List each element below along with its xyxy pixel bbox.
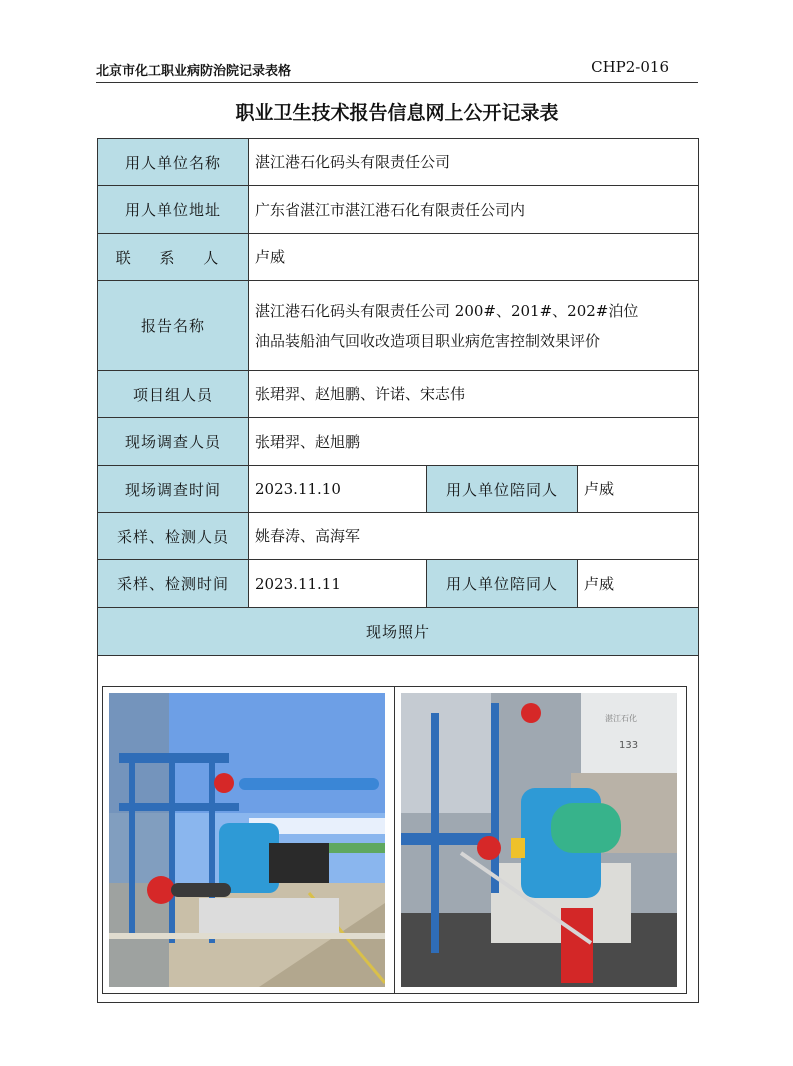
contact-value: 卢威 <box>249 234 699 281</box>
sampling-time-value: 2023.11.11 <box>249 560 427 608</box>
project-team-label: 项目组人员 <box>98 371 249 418</box>
row-survey-time <box>98 466 699 513</box>
report-name-label: 报告名称 <box>98 281 249 371</box>
sampling-escort-label: 用人单位陪同人 <box>427 560 578 608</box>
photo-cell <box>98 656 699 1003</box>
tank-number-text: 133 <box>619 740 639 751</box>
survey-staff-label: 现场调查人员 <box>98 418 249 466</box>
row-contact <box>98 234 699 281</box>
survey-time-value: 2023.11.10 <box>249 466 427 513</box>
survey-staff-value: 张珺羿、赵旭鹏 <box>249 418 699 466</box>
unit-name-value: 湛江港石化码头有限责任公司 <box>249 139 699 186</box>
row-sampling-time <box>98 560 699 608</box>
sampling-staff-value: 姚春涛、高海军 <box>249 513 699 560</box>
site-photo-1 <box>103 687 395 993</box>
row-survey-staff <box>98 418 699 466</box>
unit-address-value: 广东省湛江市湛江港石化有限责任公司内 <box>249 186 699 234</box>
survey-escort-value: 卢威 <box>578 466 699 513</box>
record-table <box>97 138 699 1003</box>
sampling-escort-value: 卢威 <box>578 560 699 608</box>
sampling-staff-label: 采样、检测人员 <box>98 513 249 560</box>
site-photo-2 <box>395 687 686 993</box>
row-photos <box>98 656 699 1003</box>
row-report-name <box>98 281 699 371</box>
row-project-team <box>98 371 699 418</box>
photo-grid <box>102 686 687 994</box>
row-photo-heading <box>98 608 699 656</box>
form-code: CHP2-016 <box>591 58 669 76</box>
report-name-line-1: 湛江港石化码头有限责任公司 200#、201#、202#泊位 <box>255 301 639 320</box>
sampling-time-label: 采样、检测时间 <box>98 560 249 608</box>
row-unit-address <box>98 186 699 234</box>
survey-escort-label: 用人单位陪同人 <box>427 466 578 513</box>
report-name-value <box>249 281 699 371</box>
photo-heading: 现场照片 <box>98 608 699 656</box>
row-sampling-staff <box>98 513 699 560</box>
site-photo-pump-station-icon <box>109 693 385 987</box>
site-photo-pump-motor-icon <box>401 693 677 987</box>
document-title: 职业卫生技术报告信息网上公开记录表 <box>235 102 559 124</box>
unit-address-label: 用人单位地址 <box>98 186 249 234</box>
project-team-value: 张珺羿、赵旭鹏、许诺、宋志伟 <box>249 371 699 418</box>
organization-form-title: 北京市化工职业病防治院记录表格 <box>96 64 292 79</box>
survey-time-label: 现场调查时间 <box>98 466 249 513</box>
unit-name-label: 用人单位名称 <box>98 139 249 186</box>
contact-label: 联 系 人 <box>98 234 249 281</box>
report-name-line-2: 油品装船油气回收改造项目职业病危害控制效果评价 <box>255 331 601 350</box>
row-unit-name <box>98 139 699 186</box>
header-divider <box>96 82 698 83</box>
tank-marking-text: 湛江石化 <box>605 714 637 723</box>
